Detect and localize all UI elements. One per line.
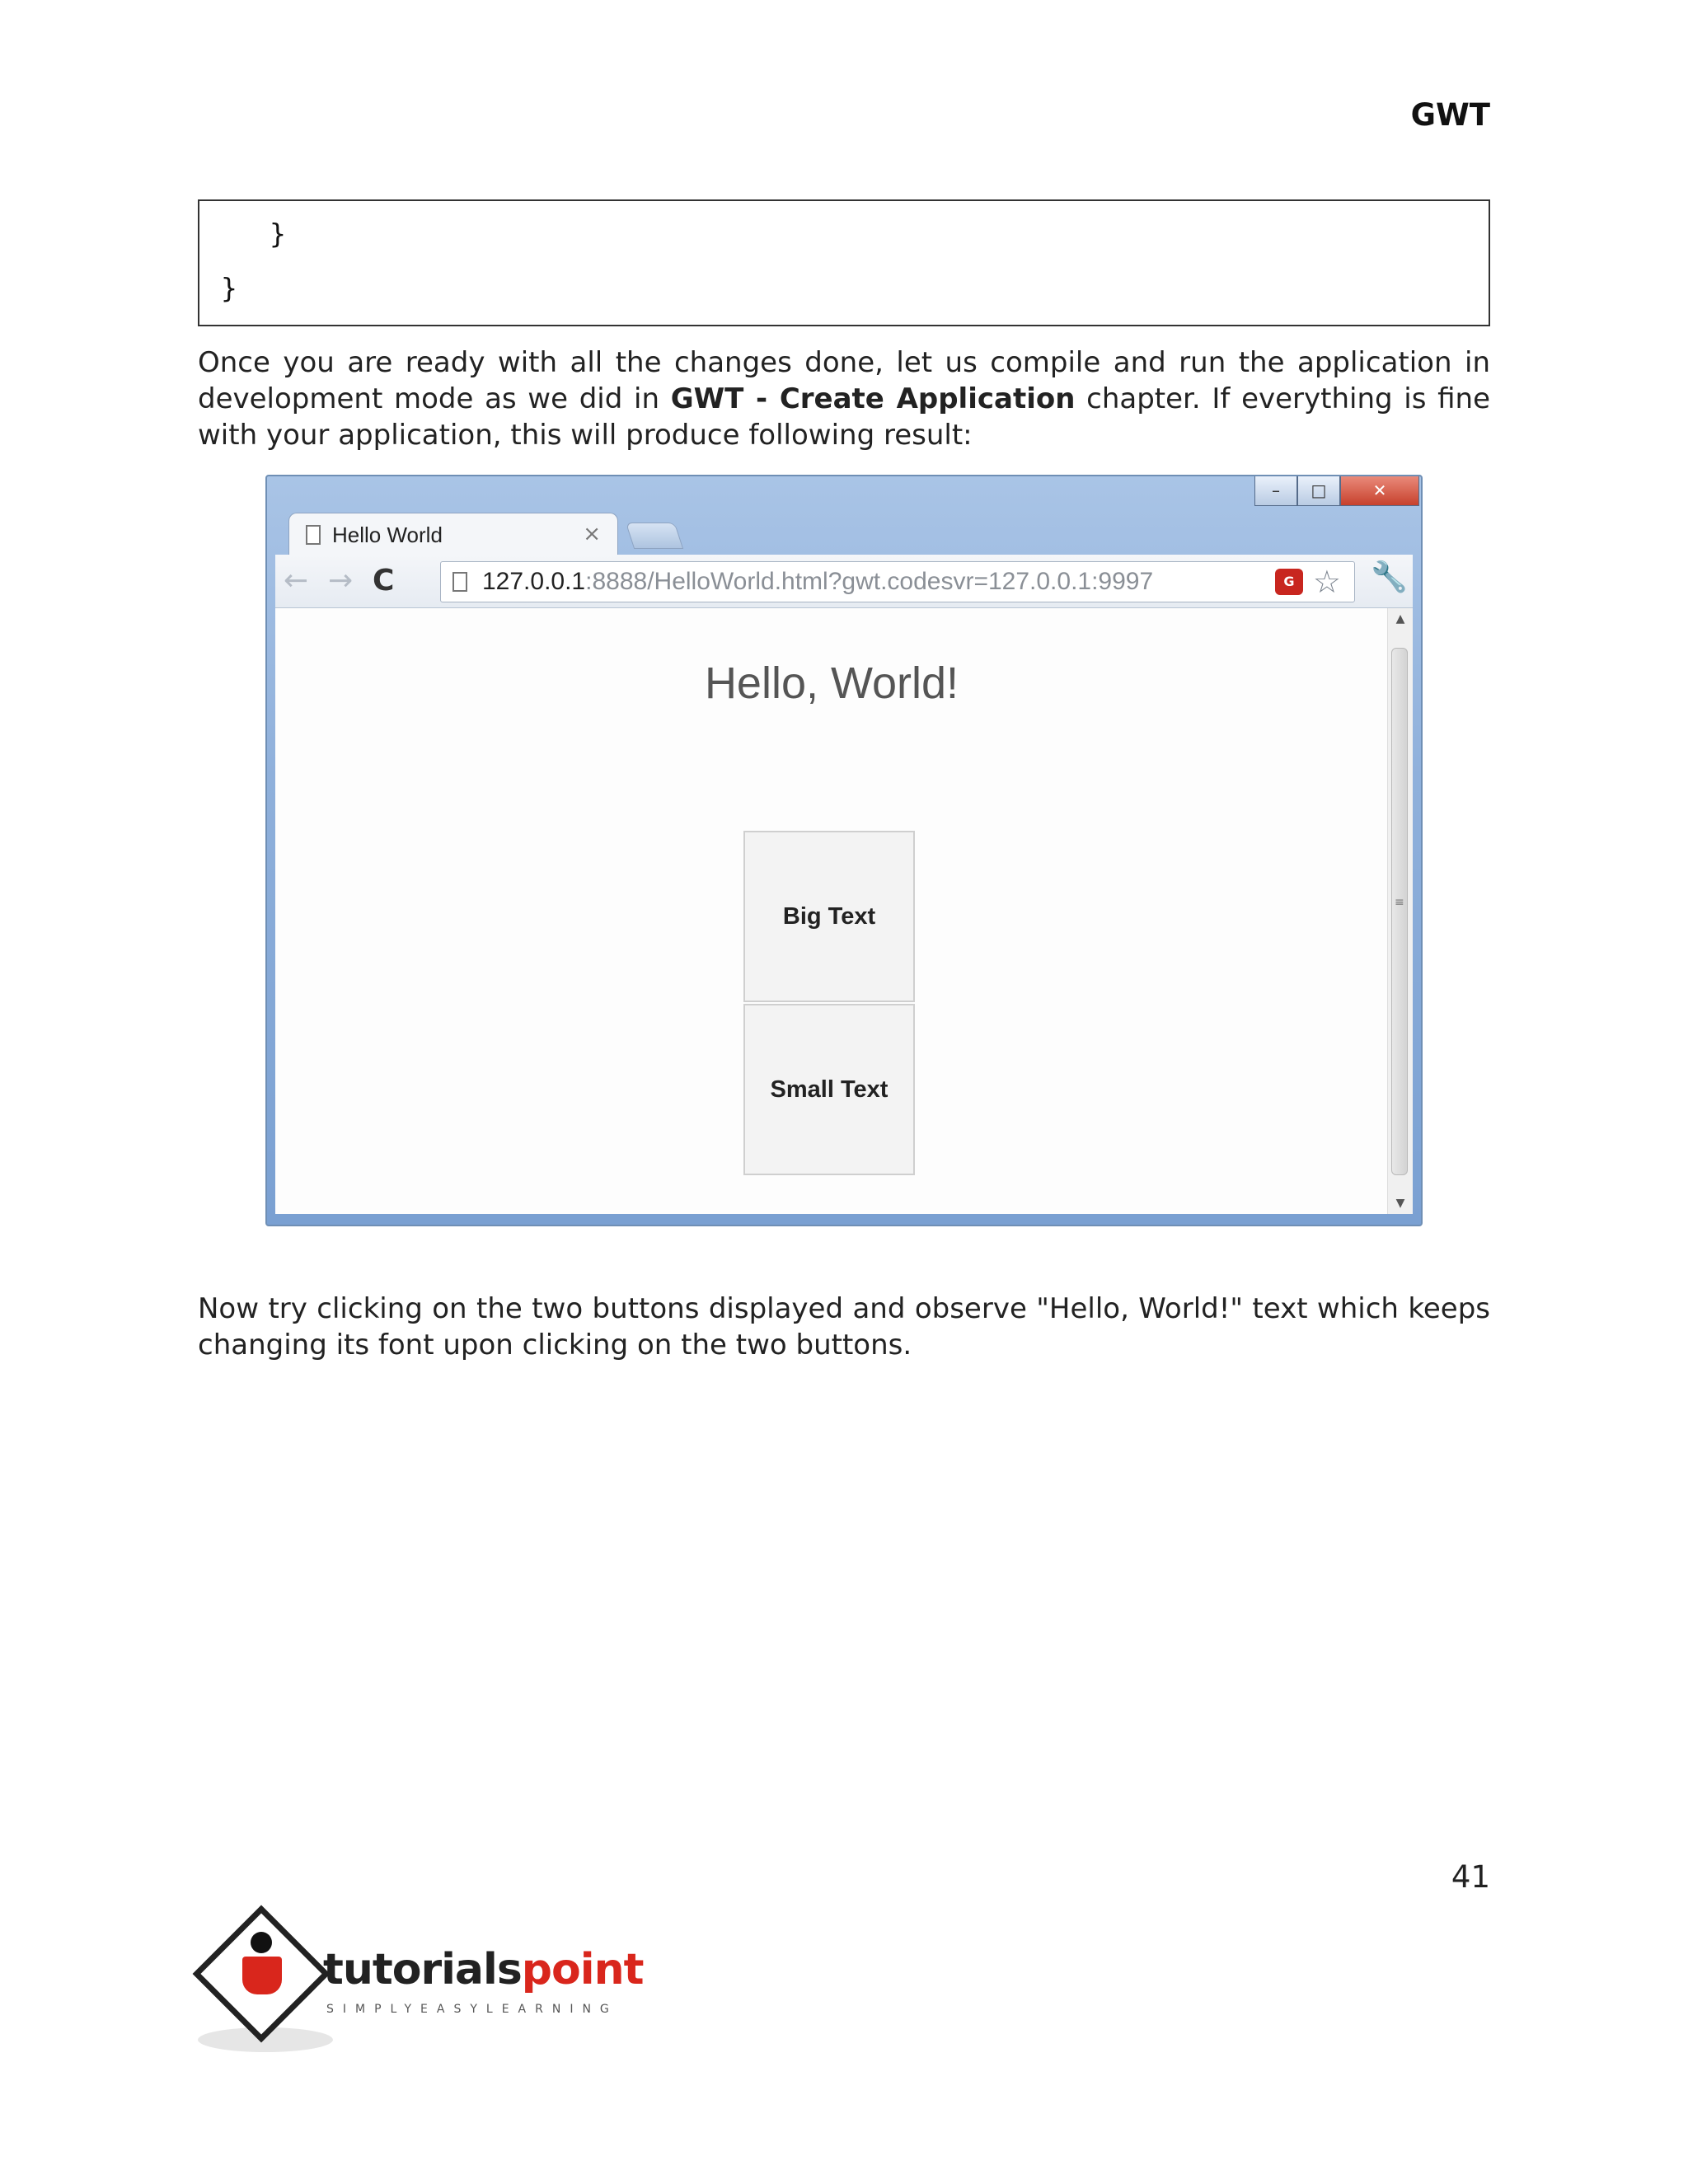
logo-book-icon bbox=[242, 1957, 282, 1994]
logo-word-red: point bbox=[521, 1945, 644, 1994]
close-window-button[interactable]: ✕ bbox=[1340, 476, 1419, 506]
page-viewport bbox=[275, 608, 1413, 1214]
code-line: } bbox=[270, 218, 286, 250]
intro-paragraph bbox=[198, 344, 1490, 453]
bookmark-star-icon[interactable]: ☆ bbox=[1312, 564, 1341, 600]
forward-arrow-icon[interactable]: → bbox=[328, 564, 354, 598]
grip-icon: ≡ bbox=[1395, 896, 1404, 909]
address-bar[interactable] bbox=[440, 561, 1355, 602]
scroll-thumb[interactable] bbox=[1391, 648, 1408, 1175]
page-number: 41 bbox=[1451, 1859, 1490, 1895]
browser-toolbar bbox=[275, 555, 1413, 608]
minimize-button[interactable]: – bbox=[1254, 476, 1297, 506]
back-arrow-icon[interactable]: ← bbox=[284, 564, 309, 598]
tutorialspoint-logo bbox=[195, 1912, 656, 2069]
reload-icon[interactable]: C bbox=[373, 564, 395, 598]
page-icon bbox=[452, 572, 467, 592]
page-header-title: GWT bbox=[1410, 97, 1490, 133]
window-controls bbox=[1254, 476, 1419, 506]
tab-title: Hello World bbox=[332, 523, 443, 547]
logo-person-icon bbox=[251, 1932, 272, 1953]
chapter-reference: GWT - Create Application bbox=[670, 382, 1076, 415]
url-path: :8888/HelloWorld.html?gwt.codesvr=127.0.0.1:9997 bbox=[585, 568, 1154, 595]
browser-tab[interactable] bbox=[288, 513, 618, 555]
logo-wordmark bbox=[323, 1945, 643, 1994]
logo-word-dark: tutorials bbox=[323, 1945, 522, 1994]
page-icon bbox=[306, 525, 321, 545]
maximize-button[interactable]: □ bbox=[1297, 476, 1340, 506]
vertical-scrollbar[interactable] bbox=[1387, 608, 1413, 1214]
code-block bbox=[198, 199, 1490, 326]
browser-screenshot bbox=[265, 475, 1423, 1226]
outro-paragraph: Now try clicking on the two buttons displayed and observe "Hello, World!" text which keeps changing its font upon clicking on the two buttons. bbox=[198, 1292, 1490, 1361]
code-line: } bbox=[221, 272, 237, 304]
intro-text-end: chapter. If everything is fine with your application, this will produce following result: bbox=[198, 382, 1490, 452]
scroll-down-arrow-icon[interactable]: ▼ bbox=[1395, 1197, 1405, 1210]
url-host: 127.0.0.1 bbox=[482, 568, 586, 595]
url-text bbox=[482, 568, 1153, 596]
gwt-extension-icon[interactable]: G bbox=[1275, 569, 1303, 595]
small-text-button[interactable]: Small Text bbox=[743, 1004, 915, 1175]
big-text-button[interactable]: Big Text bbox=[743, 831, 915, 1002]
hello-heading: Hello, World! bbox=[704, 658, 959, 708]
new-tab-button[interactable] bbox=[626, 523, 683, 549]
intro-text: Once you are ready with all the changes done, let us compile and run the application in development mode as we did in bbox=[198, 346, 1490, 415]
wrench-icon[interactable]: 🔧 bbox=[1371, 560, 1408, 594]
tab-close-icon[interactable]: × bbox=[583, 522, 601, 546]
scroll-up-arrow-icon[interactable]: ▲ bbox=[1395, 612, 1405, 626]
logo-tagline: SIMPLYEASYLEARNING bbox=[326, 2003, 618, 2016]
